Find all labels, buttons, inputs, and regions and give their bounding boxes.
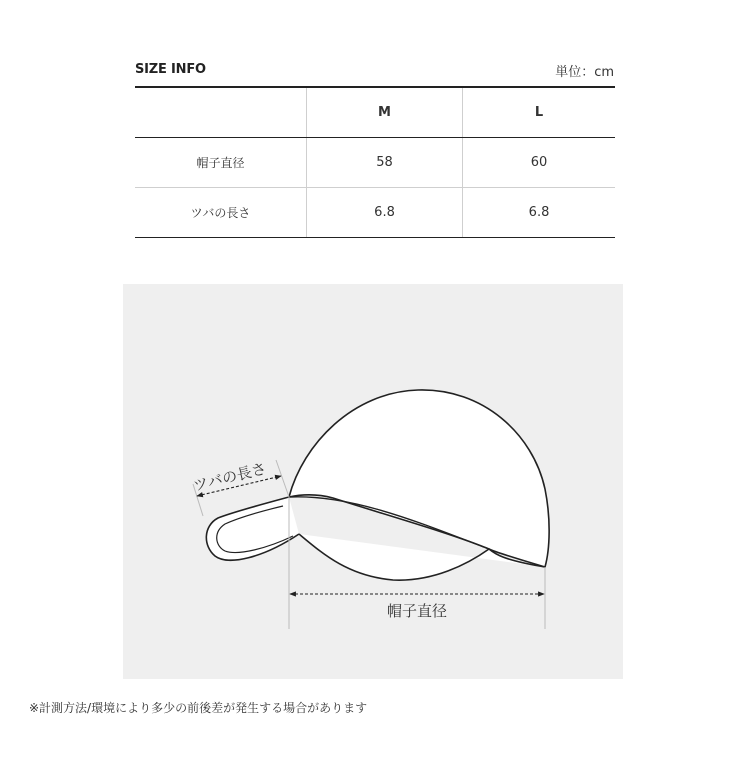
- cell-brim-m: 6.8: [307, 188, 463, 238]
- unit-label: 単位：cm: [555, 65, 614, 80]
- cell-diameter-m: 58: [307, 138, 463, 188]
- guide-brim-2: [276, 460, 289, 497]
- section-title: SIZE INFO: [135, 62, 206, 77]
- cell-brim-l: 6.8: [463, 188, 615, 238]
- table-header-row: [135, 87, 615, 138]
- table-row: [135, 188, 615, 238]
- brim-label: ツバの長さ: [191, 459, 269, 495]
- size-table: [135, 86, 615, 238]
- table-header-empty: [135, 87, 307, 138]
- table-header-m: M: [307, 87, 463, 138]
- cap-measurement-figure: [123, 284, 623, 679]
- measurement-note: ※計測方法/環境により多少の前後差が発生する場合があります: [29, 701, 368, 715]
- row-label-brim: ツバの長さ: [135, 188, 307, 238]
- table-row: [135, 138, 615, 188]
- row-label-diameter: 帽子直径: [135, 138, 307, 188]
- diameter-label: 帽子直径: [386, 602, 448, 620]
- table-header-l: L: [463, 87, 615, 138]
- cell-diameter-l: 60: [463, 138, 615, 188]
- cap-illustration: [123, 284, 623, 679]
